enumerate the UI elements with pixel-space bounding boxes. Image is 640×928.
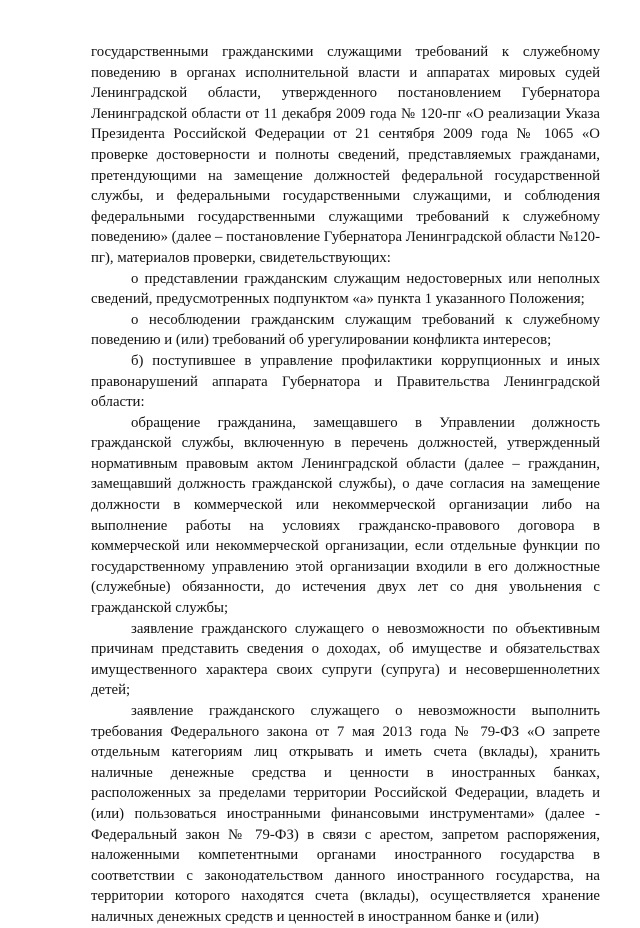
paragraph-citizen-appeal: обращение гражданина, замещавшего в Управлении должность гражданской службы, включенную в перечень должностей, утвержденный нормативным правовым актом Ленинградской области (далее – гражданин, замещавший должность гражданской службы), о даче согласия на замещение должности в коммерческой или некоммерческой организации либо на выполнение работы на условиях гражданско-правового договора в коммерческой или некоммерческой организации, если отдельные функции по государственному управлению этой организации входили в его должностные (служебные) обязанности, до истечения двух лет со дня увольнения с гражданской службы; (91, 414, 600, 617)
paragraph-income-statement: заявление гражданского служащего о невозможности по объективным причинам представить сведения о доходах, об имуществе и обязательствах имущественного характера своих супруги (супруга) и несовершеннолетних детей; (91, 620, 600, 699)
paragraph-continuation: государственными гражданскими служащими требований к служебному поведению в органах исполнительной власти и аппаратах мировых судей Ленинградской области, утвержденного постановлением Губернатора Ленинградской области от 11 декабря 2009 года № 120-пг «О реализации Указа Президента Российской Федерации от 21 сентября 2009 года № 1065 «О проверке достоверности и полноты сведений, представляемых гражданами, претендующими на замещение должностей федеральной государственной службы, и федеральными государственными служащими, и соблюдения федеральными государственными служащими требований к служебному поведению» (далее – постановление Губернатора Ленинградской области №120-пг), материалов проверки, свидетельствующих: (91, 44, 600, 266)
paragraph-false-information: о представлении гражданским служащим недостоверных или неполных сведений, предусмотренных подпунктом «а» пункта 1 указанного Положения; (91, 270, 600, 308)
paragraph-conduct-violation: о несоблюдении гражданским служащим требований к служебному поведению и (или) требований об урегулировании конфликта интересов; (91, 311, 600, 349)
document-page (91, 42, 600, 928)
paragraph-foreign-accounts: заявление гражданского служащего о невозможности выполнить требования Федерального закона от 7 мая 2013 года № 79-ФЗ «О запрете отдельным категориям лиц открывать и иметь счета (вклады), хранить наличные денежные средства и ценности в иностранных банках, расположенных за пределами территории Российской Федерации, владеть и (или) пользоваться иностранными финансовыми инструментами» (далее - Федеральный закон № 79-ФЗ) в связи с арестом, запретом распоряжения, наложенными компетентными органами иностранного государства в соответствии с законодательством данного иностранного государства, на территории которого находятся счета (вклады), осуществляется хранение наличных денежных средств и ценностей в иностранном банке и (или) (91, 703, 600, 925)
paragraph-item-b: б) поступившее в управление профилактики коррупционных и иных правонарушений аппарата Губернатора и Правительства Ленинградской области: (91, 352, 600, 411)
